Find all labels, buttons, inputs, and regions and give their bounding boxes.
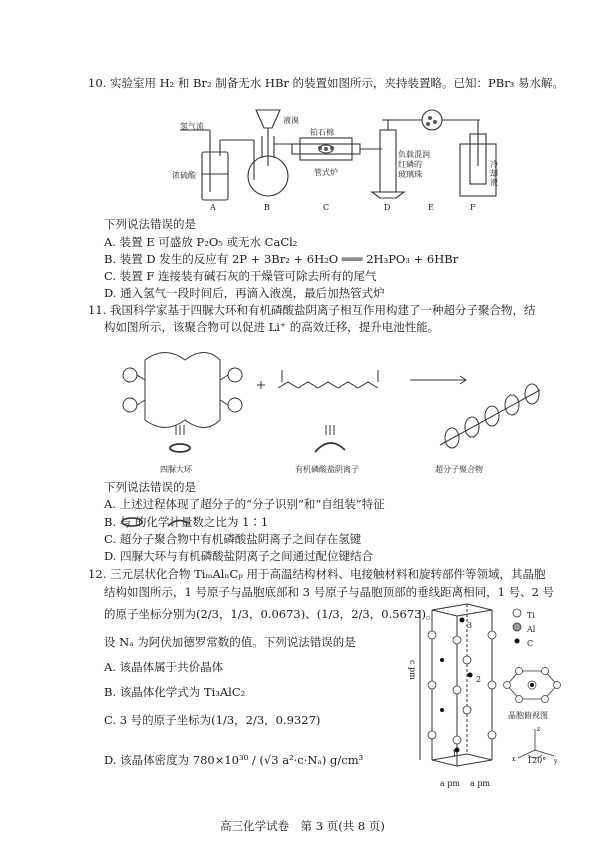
option-b-icons [120,514,200,530]
q12-option-b: B. 该晶体化学式为 Ti₃AlC₂ [104,685,246,699]
label-coolant: 冷却液 [490,160,498,187]
q10-option-b: B. 装置 D 发生的反应有 2P + 3Br₂ + 6H₂O ═══ 2H₃PO₃ + 6HBr [104,252,459,266]
label-A: A [210,203,216,212]
label-B: B [264,203,270,212]
macrocycle-ring-icon [122,518,142,526]
legend-al: Al [527,625,536,634]
q12-stem-3: 的原子坐标分别为(2/3，1/3，0.0673)、(1/3，2/3，0.5673)。 [104,607,438,621]
label-liquid-br: 液溴 [283,116,299,125]
angle-label: 120° [527,756,547,765]
q10-option-d: D. 通入氢气一段时间后，再滴入液溴，最后加热管式炉 [104,286,385,300]
label-E: E [428,203,434,212]
q12-stem-2: 结构如图所示，1 号原子与晶胞底部和 3 号原子与晶胞顶部的垂线距离相同，1 号、2 号 [104,585,555,599]
anion-curve-icon [168,520,190,526]
svg-text:x: x [512,756,516,763]
svg-text:z: z [537,726,541,733]
q10-stem: 10. 实验室用 H₂ 和 Br₂ 制备无水 HBr 的装置如图所示，夹持装置略。已知：PBr₃ 易水解。 [88,76,564,90]
q10-prompt: 下列说法错误的是 [104,217,196,231]
atom-1-label: 1 [452,749,458,758]
label-F: F [470,203,476,212]
q11-stem-2: 构如图所示，该聚合物可以促进 Li⁺ 的高效迁移，提升电池性能。 [104,320,440,334]
page-footer: 高三化学试卷 第 3 页(共 8 页) [220,819,385,833]
q11-option-d: D. 四脲大环与有机磷酸盐阴离子之间通过配位键结合 [104,549,374,563]
legend-ti: Ti [527,611,535,620]
q10-apparatus-diagram [160,100,550,212]
legend-icons [511,607,525,651]
legend-c: C [527,639,534,648]
q11-prompt: 下列说法错误的是 [104,480,196,494]
q12-stem-1: 12. 三元层状化合物 TiₘAlₙCₚ 用于高温结构材料、电接触材料和旋转部件等领域，其晶胞 [88,567,546,581]
q12-option-c: C. 3 号的原子坐标为(1/3，2/3，0.9327) [104,713,321,727]
top-view-diagram [497,665,567,705]
caption-anion: 有机磷酸盐阴离子 [295,465,359,474]
al-legend-icon [513,623,521,631]
label-furnace: 管式炉 [314,168,338,177]
ti-legend-icon [513,609,521,617]
q10-option-c: C. 装置 F 连接装有碱石灰的干燥管可除去所有的尾气 [104,269,377,283]
caption-polymer: 超分子聚合物 [435,465,483,474]
atom-2-label: 2 [476,675,482,684]
q11-structure-diagram [110,340,550,460]
label-phosphorus: 负载混润 红磷的 玻璃珠 [398,150,430,179]
q11-option-a: A. 上述过程体现了超分子的“分子识别”和“自组装”特征 [104,497,385,511]
q11-option-b: B. 与 的化学计量数之比为 1∶1 [104,515,269,529]
label-hydrogen: 氢气流 [180,122,204,131]
axis-a-label-1: a pm [440,779,461,788]
q11-option-c: C. 超分子聚合物中有机磷酸盐阴离子之间存在氢键 [104,532,362,546]
c-legend-icon [515,639,520,644]
axis-c-label: c pm [408,660,417,680]
label-C: C [323,203,330,212]
label-D: D [384,203,391,212]
caption-macrocycle: 四脲大环 [160,465,192,474]
q12-stem-4: 设 Nₐ 为阿伏加德罗常数的值。下列说法错误的是 [104,635,356,649]
q12-option-d: D. 该晶体密度为 780×10³⁰ / (√3 a²·c·Nₐ) g/cm³ [104,753,364,767]
label-sulfuric: 浓硫酸 [172,171,196,180]
axis-a-label-2: a pm [470,779,491,788]
q10-option-a: A. 装置 E 可盛放 P₂O₅ 或无水 CaCl₂ [104,235,298,249]
atom-3-label: 3 [467,621,473,630]
q11-stem-1: 11. 我国科学家基于四脲大环和有机磷酸盐阴离子相互作用构建了一种超分子聚合物，结 [88,303,536,317]
top-view-label: 晶胞俯视图 [508,711,548,720]
svg-text:y: y [554,758,558,765]
label-platinum: 铂石棉 [310,128,334,137]
q12-option-a: A. 该晶体属于共价晶体 [104,660,224,674]
